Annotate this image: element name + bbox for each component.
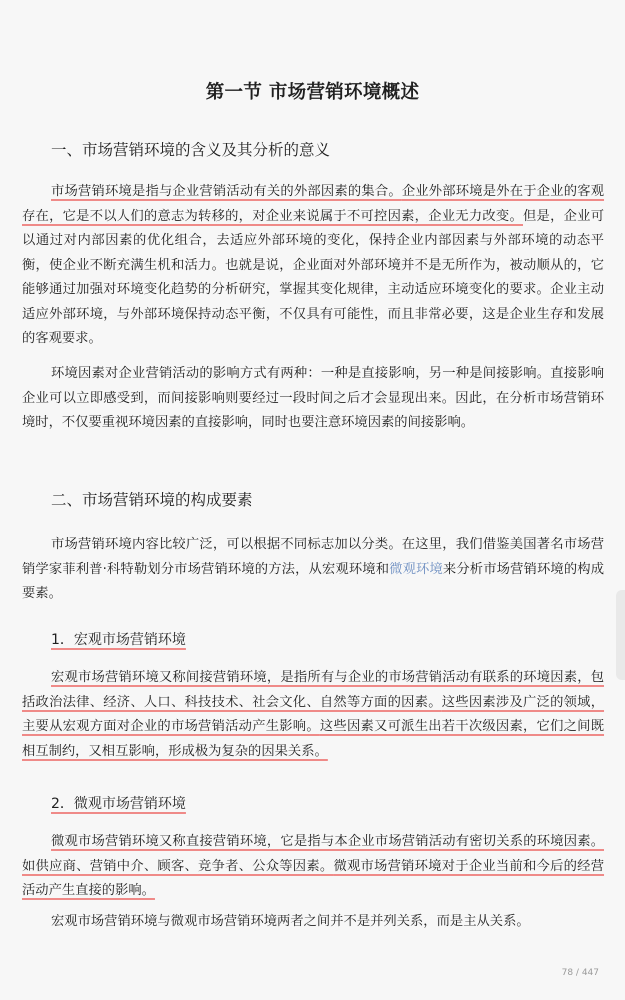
subsection-heading-micro [51, 793, 186, 813]
paragraph-text: 来分析市场营销环境的构成要素。 [22, 561, 605, 601]
heading-underlined: 1．宏观市场营销环境 [51, 632, 186, 648]
paragraph-text: 市场营销环境内容比较广泛，可以根据不同标志加以分类。在这里，我们借鉴美国著名市场营销学家菲利普·科特勒划分市场营销环境的方法，从宏观环境和 [22, 537, 604, 577]
paragraph-definition [22, 180, 604, 352]
page-indicator: 78 / 447 [561, 968, 599, 978]
micro-environment-link[interactable]: 微观环境 [389, 561, 443, 577]
section-heading-2: 二、市场营销环境的构成要素 [51, 491, 253, 509]
highlighted-sentence: 这些因素又可派生出若干次级因素，它们之间既相互制约，又相互影响，形成极为复杂的因果关系。 [22, 719, 605, 759]
paragraph-micro [22, 830, 604, 904]
highlighted-sentence: 宏观市场营销环境又称间接营销环境，是指所有与企业的市场营销活动有联系的环境因素，包括政治法律、经济、人口、科技技术、社会文化、自然等方面的因素。 [22, 670, 604, 710]
highlighted-sentence: 企业外部环境是外在于企业的客观存在，它是不以人们的意志为转移的，对企业来说属于不可控因素，企业无力改变。 [22, 184, 605, 224]
section-heading-1: 一、市场营销环境的含义及其分析的意义 [51, 141, 331, 159]
subsection-heading-macro [51, 629, 186, 649]
paragraph-macro [22, 666, 604, 764]
paragraph-relation: 宏观市场营销环境与微观市场营销环境两者之间并不是并列关系，而是主从关系。 [51, 914, 530, 929]
highlighted-sentence: 如供应商、营销中介、顾客、竞争者、公众等因素。 [22, 858, 334, 874]
scroll-handle[interactable] [616, 590, 625, 680]
highlighted-sentence: 这些因素涉及广泛的领域，主要从宏观方面对企业的市场营销活动产生影响。 [22, 694, 605, 734]
highlighted-sentence: 微观市场营销环境又称直接营销环境，它是指与本企业市场营销活动有密切关系的环境因素。 [51, 834, 604, 849]
paragraph-intro [22, 533, 604, 607]
paragraph-influence: 环境因素对企业营销活动的影响方式有两种：一种是直接影响，另一种是间接影响。直接影响企业可以立即感受到，而间接影响则要经过一段时间之后才会显现出来。因此，在分析市场营销环境时，不仅要重视环境因素的直接影响，同时也要注意环境因素的间接影响。 [22, 366, 604, 430]
highlighted-sentence: 市场营销环境是指与企业营销活动有关的外部因素的集合。 [51, 184, 402, 199]
heading-underlined: 2．微观市场营销环境 [51, 796, 186, 812]
highlighted-sentence: 微观市场营销环境对于企业当前和今后的经营活动产生直接的影响。 [22, 858, 605, 898]
paragraph-text: 但是，企业可以通过对内部因素的优化组合，去适应外部环境的变化，保持企业内部因素与外部环境的动态平衡，使企业不断充满生机和活力。也就是说，企业面对外部环境并不是无所作为，被动顺从的，它能够通过加强对环境变化趋势的分析研究，掌握其变化规律，主动适应环境变化的要求。企业主动适应外部环境，与外部环境保持动态平衡，不仅具有可能性，而且非常必要，这是企业生存和发展的客观要求。 [22, 208, 604, 346]
page-title: 第一节 市场营销环境概述 [205, 82, 420, 103]
